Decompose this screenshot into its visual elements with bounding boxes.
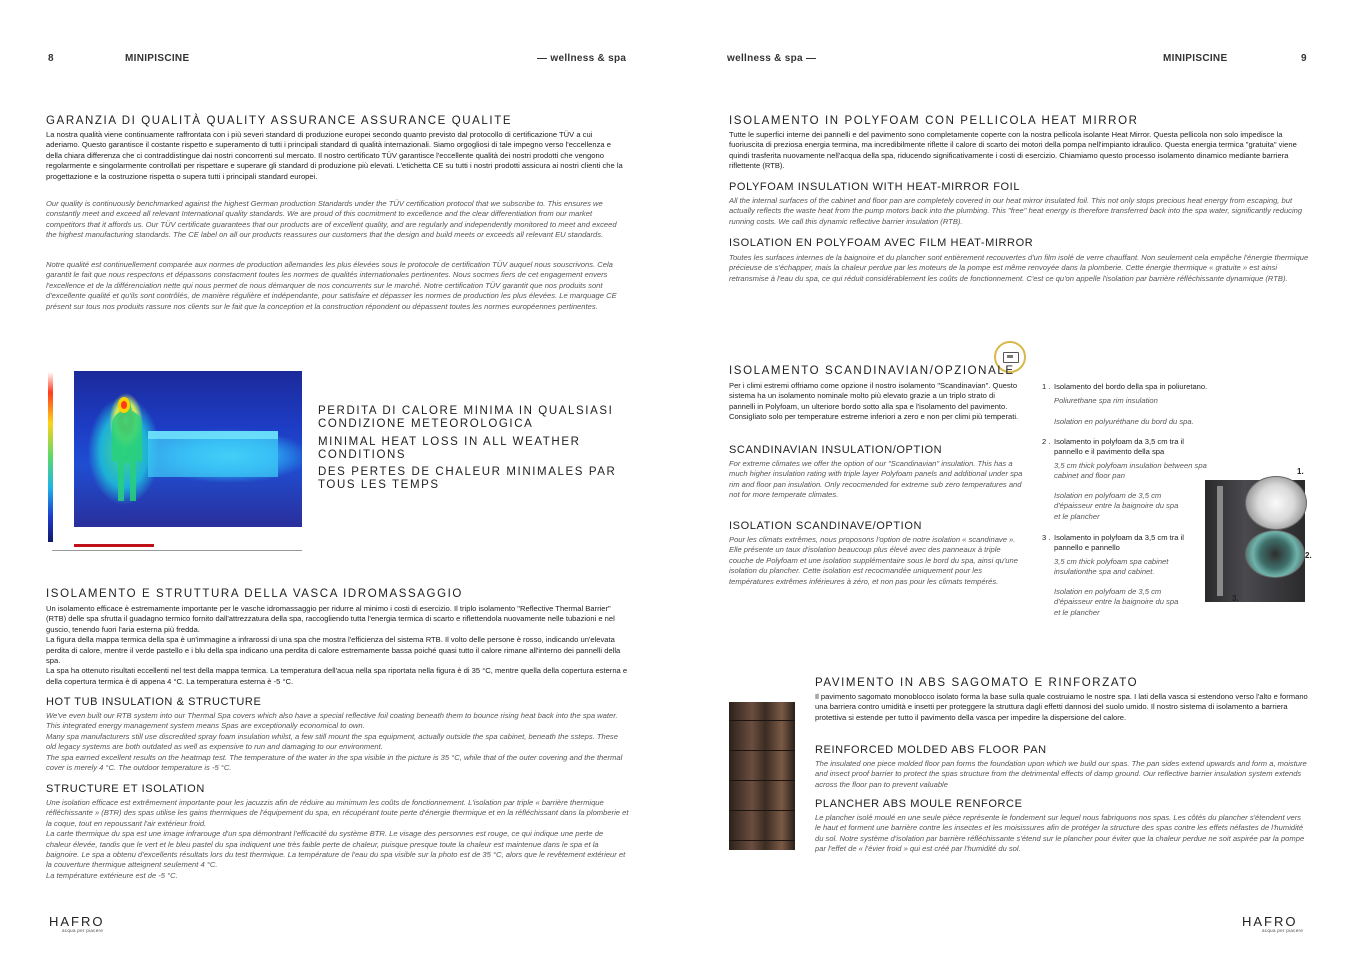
photo-label-3: 3. bbox=[1232, 594, 1239, 603]
scandinavian-en-title: SCANDINAVIAN INSULATION/OPTION bbox=[729, 444, 943, 456]
polyfoam-en-text: All the internal surfaces of the cabinet and floor pan are completely covered in our heat mirror insulated foil. This not only stops precious heat energy from escaping, but actually reflects the waste heat from the pump motors back into the plumbing. This "free" heat energy is therefore transferred back into the spa water, significantly reducing running costs. We call this dynamic reflective barrier insulation (RTB). bbox=[729, 196, 1303, 226]
insulation-fr-text: Une isolation efficace est extrêmement importante pour les jacuzzis afin de réduire au minimum les coûts de fonctionnement. L'isolation par triple « barrière thermique réfléchissante » (BTR) des spas utilise les gains thermiques de l'équipement du spa, en récupérant toute perte d'énergie thermique et en la réfléchissant dans la plomberie et la coque, tout en repoussant l'air extérieur froid. La carte thermique du spa est une image infrarouge d'un spa démontrant l'efficacité du système BTR. Le visage des personnes est rouge, ce qui indique une perte de chaleur élevée, tandis que le vert et le bleu pastel du spa indiquent une très faible perte de chaleur, puisque presque toute la chaleur est maintenue dans le spa et la baignoire. Le spa a obtenu d'excellents résultats lors du test thermique. La température de l'eau du spa visible sur la photo est de 35 °C, alors que le revêtement extérieur et la couverture thermique atteignent seulement 4 °C. La température extérieure est de -5 °C. bbox=[46, 798, 629, 880]
insulation-en-title: HOT TUB INSULATION & STRUCTURE bbox=[46, 696, 262, 708]
floor-it-text: Il pavimento sagomato monoblocco isolato forma la base sulla quale costruiamo le nostre spa. I lati della vasca si estendono verso l'alto e formano una barriera contro umidità e insetti per proteggere la struttura dagli effetti dannosi del suolo umido. Il nostro sistema di isolamento a barriera protettiva si estende per tutto il pavimento della vasca per impedire la dispersione del calore. bbox=[815, 692, 1308, 722]
floor-pan-photo bbox=[729, 700, 799, 852]
scandinavian-fr-text: Pour les climats extrêmes, nous proposons l'option de notre isolation « scandinave ». Elle présente un taux d'isolation beaucoup plus élevé avec des panneaux à triple couche de Polyfoam et une isolation supplémentaire sous le bord du spa, ainsi qu'une isolation du plancher. Cette isolation est recocmandée uniquement pour les températures extrêmes inférieures à zéro, et non pas pour les climats tempérés. bbox=[729, 535, 1018, 586]
insulation-cross-section-photo bbox=[1205, 476, 1310, 601]
scandinavian-it-text: Per i climi estremi offriamo come opzione il nostro isolamento "Scandinavian". Questo sistema ha un isolamento nominale molto più elevato grazie a un triplo strato di pannelli in Polyfoam, un ulteriore bordo sotto alla spa e l'isolamento del pavimento. Consigliato solo per temperature estreme inferiori a zero e non per climi più temperati. bbox=[729, 381, 1019, 422]
floor-fr-text: Le plancher isolé moulé en une seule pièce représente le fondement sur lequel nous fabriquons nos spas. Les côtés du plancher s'étendent vers le haut et forment une barrière contre les insectes et les moisissures afin de protéger la structure des spas contre les effets néfastes de l'humidité du sol. Notre système d'isolation par barrière réfléchissante s'étend sur le plancher pour éviter que la chaleur perdue ne soit aspirée par la pompe par l'effet de « l'évier froid » qui est créé par l'humidité du sol. bbox=[815, 813, 1305, 854]
floor-en-text: The insulated one piece molded floor pan forms the foundation upon which we build our spas. The pan sides extend upwards and form a, moisture and insect proof barrier to protect the spas structure from the detrimental effects of damp ground. Our reflective barrier insulation system extends across the floor pan to prevent valuable bbox=[815, 759, 1307, 789]
photo-label-2: 2. bbox=[1305, 551, 1312, 560]
quality-en-text: Our quality is continuously benchmarked against the highest German production Standards under the TÜV certification protocol that we subscribe to. This ensures we constantly meet and exceed all relevant International quality standards. We are proud of this cocmitment to excellence and the clear differentiation from our market competitors that it affords us. Our TÜV certificate guarantees that our products are of excellent quality, and are regularly and independently monitored to meet and exceed the highest manufacturing standards. The CE label on all our products reassures our customers that the design and build meets or exceeds all relevant EU standards. bbox=[46, 199, 617, 240]
list-item-it: Isolamento in polyfoam da 3,5 cm tra il pannello e il pavimento della spa bbox=[1054, 437, 1184, 457]
hafro-tagline-left: acqua per piacere bbox=[62, 928, 104, 933]
list-item-fr: Isolation en polyfoam de 3,5 cm d'épaisseur entre la baignoire du spa et le plancher bbox=[1054, 491, 1179, 521]
category-right: wellness & spa — bbox=[727, 53, 817, 64]
polyfoam-title: ISOLAMENTO IN POLYFOAM CON PELLICOLA HEAT MIRROR bbox=[729, 115, 1139, 127]
photo-label-1: 1. bbox=[1297, 467, 1304, 476]
list-item-en: 3,5 cm thick polyfoam spa cabinet insulationthe spa and cabinet. bbox=[1054, 557, 1169, 577]
quality-fr-text: Notre qualité est continuellement comparée aux normes de production allemandes les plus élevées sous le protocole de certification TÜV auquel nous souscrivons. Cela garantit le fait que nous respectons et dépassons constacment toutes les normes de qualités internationales pertinentes. Nous socmes fiers de cet engagement envers l'excellence et de la différenciation nette qui nous permet de nous démarquer de nos concurrents sur le marché. Notre certification TÜV garantit que nos produits sont d'excellente qualité et qu'ils sont contrôlés, de manière régulière et indépendante, pour satisfaire et dépasser les normes de production les plus élevées. Le marquage CE présent sur tous nos produits rassure nos clients sur le fait que la conception et la construction répondent ou dépassent toutes les normes européennes pertinentes. bbox=[46, 260, 617, 311]
list-item-it: Isolamento in polyfoam da 3,5 cm tra il pannello e pannello bbox=[1054, 533, 1184, 553]
insulation-title: ISOLAMENTO E STRUTTURA DELLA VASCA IDROMASSAGGIO bbox=[46, 588, 463, 600]
page-number-right: 9 bbox=[1301, 53, 1307, 64]
heatloss-it: PERDITA DI CALORE MINIMA IN QUALSIASI CONDIZIONE METEOROLOGICA bbox=[318, 405, 614, 430]
category-left: — wellness & spa bbox=[537, 53, 627, 64]
section-title-right: MINIPISCINE bbox=[1163, 53, 1228, 64]
thermal-image bbox=[46, 368, 306, 556]
hafro-logo-left: HAFRO bbox=[49, 914, 105, 929]
thermal-legend-bar bbox=[48, 372, 53, 542]
floor-title: PAVIMENTO IN ABS SAGOMATO E RINFORZATO bbox=[815, 677, 1139, 689]
hafro-tagline-right: acqua per piacere bbox=[1262, 928, 1304, 933]
scandinavian-fr-title: ISOLATION SCANDINAVE/OPTION bbox=[729, 520, 923, 532]
scandinavian-title: ISOLAMENTO SCANDINAVIAN/OPZIONALE bbox=[729, 365, 1015, 377]
thermal-baseline bbox=[52, 550, 302, 551]
heatloss-en: MINIMAL HEAT LOSS IN ALL WEATHER CONDITIONS bbox=[318, 436, 581, 461]
insulation-it-text: Un isolamento efficace è estremamente importante per le vasche idromassaggio per ridurre al minimo i costi di esercizio. Il triplo isolamento "Reflective Thermal Barrier" (RTB) delle spa sfrutta il guadagno termico fornito dall'attrezzatura della spa, raccogliendo tutta l'energia termica di scarto e riflettendola nuovamente nelle tubazioni e nel guscio, tenendo fuori l'aria esterna più fredda. La figura della mappa termica della spa è un'immagine a infrarossi di una spa che mostra l'efficienza del sistema RTB. Il volto delle persone è rosso, indicando un'elevata perdita di calore, mentre il verde pastello e i blu della spa indicano una perdita di calore estremamente bassa poiché quasi tutto il calore rimane all'interno dei pannelli della spa. La spa ha ottenuto risultati eccellenti nel test della mappa termica. La temperatura dell'acua nella spa riportata nella figura è di 35 °C, mentre quella della copertura esterna e della copertura termica è di appena 4 °C. La temperatura esterna è -5 °C. bbox=[46, 604, 628, 686]
list-item-en: Poliurethane spa rim insulation bbox=[1054, 396, 1158, 405]
heatloss-fr: DES PERTES DE CHALEUR MINIMALES PAR TOUS LES TEMPS bbox=[318, 466, 617, 491]
page-number-left: 8 bbox=[48, 53, 54, 64]
quality-it-text: La nostra qualità viene continuamente raffrontata con i più severi standard di produzione europei secondo quanto previsto dal protocollo di certificazione TÜV a cui aderiamo. Questo garantisce il costante rispetto e superamento di tutti i principali standard di qualità internazionali. Siamo orgogliosi di tale impegno verso l'eccellenza e della chiara differenza che ci contraddistingue dai nostri concorrenti sul mercato. Il nostro certificato TÜV garantisce l'eccellente qualità dei nostri prodotti che vengono regolarmente e singolarmente controllati per rispettare e superare gli standard di produzione più elevati. L'etichetta CE su tutti i nostri prodotti assicura ai nostri clienti che la progettazione e la costruzione rispetta o supera tutti i principali standard europei. bbox=[46, 130, 623, 181]
hafro-logo-right: HAFRO bbox=[1242, 914, 1298, 929]
floor-en-title: REINFORCED MOLDED ABS FLOOR PAN bbox=[815, 744, 1047, 756]
polyfoam-en-title: POLYFOAM INSULATION WITH HEAT-MIRROR FOIL bbox=[729, 181, 1021, 193]
thermal-scale-bar bbox=[74, 544, 154, 547]
polyfoam-it-text: Tutte le superfici interne dei pannelli e del pavimento sono completamente coperte con la nostra pellicola isolante Heat Mirror. Questa pellicola non solo impedisce la fuoriuscita di preziosa energia termina, ma incredibilmente riflette il calore di scarto dei motori della pompa nell'impianto idraulico. Questa energia termica "gratuita" viene quindi trasferita nuovamente nell'acqua della spa, riducendo significativamente i costi di esercizio. Chiamiamo questo processo isolamento dinamico mediante barriera riflettente (RTB). bbox=[729, 130, 1297, 171]
list-item-number: 1 . bbox=[1042, 382, 1051, 391]
quality-title: GARANZIA DI QUALITÀ QUALITY ASSURANCE ASSURANCE QUALITE bbox=[46, 115, 513, 127]
list-item-en: 3,5 cm thick polyfoam insulation between spa cabinet and floor pan bbox=[1054, 461, 1207, 481]
list-item-number: 2 . bbox=[1042, 437, 1051, 446]
list-item-fr: Isolation en polyfoam de 3,5 cm d'épaisseur entre la baignoire du spa et le plancher bbox=[1054, 587, 1179, 617]
thermal-photo bbox=[74, 371, 302, 527]
insulation-fr-title: STRUCTURE ET ISOLATION bbox=[46, 783, 205, 795]
insulation-en-text: We've even built our RTB system into our Thermal Spa covers which also have a special reflective foil coating beneath them to bounce rising heat back into the spa water. This integrated energy management system means Spas are exceptionally economical to own. Many spa manufacturers still use discredited spray foam insulation whilst, a few still mount the spa equipment, actually outside the spa cabinet, beneath the ssteps. These old legacy systems are both outdated as well as expensive to run and damaging to our environment. The spa earned excellent results on the heatmap test. The temperature of the water in the spa visible in the picture is 35 °C, while that of the outer covering and the thermal cover is merely 4 °C. The outdoor temperature is -5 °C. bbox=[46, 711, 623, 773]
polyfoam-fr-title: ISOLATION EN POLYFOAM AVEC FILM HEAT-MIRROR bbox=[729, 237, 1034, 249]
section-title-left: MINIPISCINE bbox=[125, 53, 190, 64]
list-item-it: Isolamento del bordo della spa in poliuretano. bbox=[1054, 382, 1208, 391]
list-item-number: 3 . bbox=[1042, 533, 1051, 542]
floor-fr-title: PLANCHER ABS MOULE RENFORCE bbox=[815, 798, 1023, 810]
scandinavian-en-text: For extreme climates we offer the option of our "Scandinavian" insulation. This has a much higher insulation rating with triple layer Polyfoam panels and additional under spa rim and floor pan insulation. Only recocmended for extreme sub zero temperatures and not for more temperate climates. bbox=[729, 459, 1023, 500]
list-item-fr: Isolation en polyuréthane du bord du spa. bbox=[1054, 417, 1194, 426]
polyfoam-fr-text: Toutes les surfaces internes de la baignoire et du plancher sont entièrement recouvertes d'un film isolé de verre chauffant. Non seulement cela empêche l'énergie thermique précieuse de s'échapper, mais la chaleur perdue par les moteurs de la pompe est même renvoyée dans la plomberie. Cette énergie thermique « gratuite » est ainsi retransmise à l'eau du spa, ce qui réduit considérablement les coûts de fonctionnement. C'est ce qu'on appelle l'isolation par barrière réfléchissante dynamique (RTB). bbox=[729, 253, 1309, 283]
